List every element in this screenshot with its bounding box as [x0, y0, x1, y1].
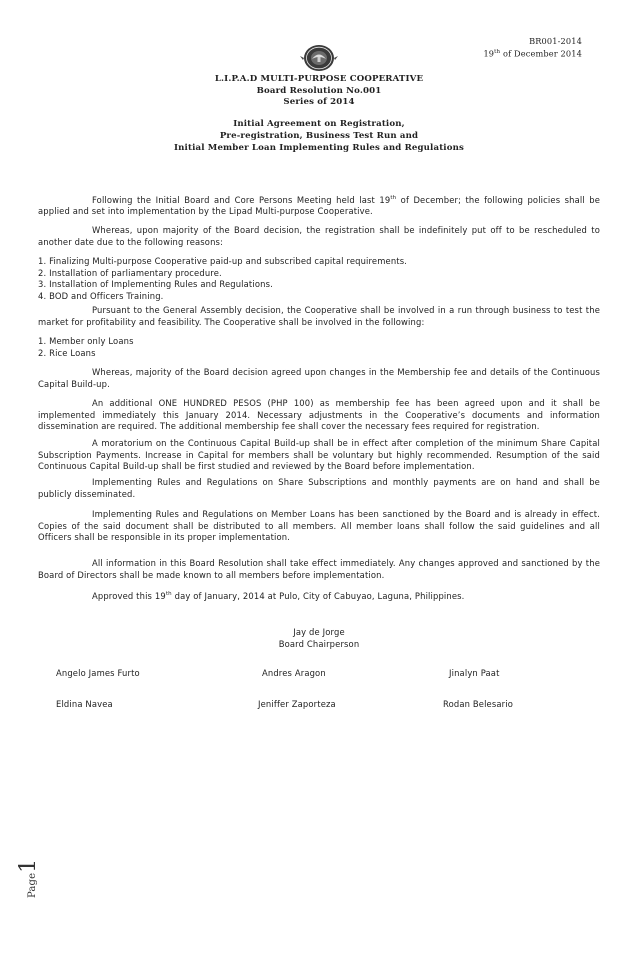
organization-name: L.I.P.A.D MULTI-PURPOSE COOPERATIVE — [214, 74, 424, 84]
paragraph-effectivity: All information in this Board Resolution shall take effect immediately. Any changes approved and sanctioned by the Board of Directors shall be made known to all members before implementation. — [38, 558, 600, 580]
subject-line-2: Pre-registration, Business Test Run and — [219, 131, 419, 141]
resolution-subject — [0, 118, 638, 154]
list-item: 3. Installation of Implementing Rules and Regulations. — [38, 279, 273, 290]
paragraph-introduction: Following the Initial Board and Core Persons Meeting held last 19th of December; the following policies shall be applied and set into implementation by the Lipad Multi-purpose Cooperative. — [38, 194, 600, 217]
list-item: 2. Rice Loans — [38, 347, 96, 358]
signatory-name: Angelo James Furto — [56, 668, 140, 678]
signatory-name: Jeniffer Zaporteza — [258, 699, 336, 709]
signatory-name: Jinalyn Paat — [449, 668, 500, 678]
cooperative-seal-icon — [298, 44, 340, 72]
document-reference — [483, 36, 582, 60]
page-number-label: Page1 — [16, 858, 41, 898]
resolution-number: Board Resolution No.001 — [256, 85, 382, 96]
paragraph-membership-fee: An additional ONE HUNDRED PESOS (PHP 100) as membership fee has been agreed upon and it shall be implemented immediately this January 2014. Necessary adjustments in the Cooperative’s documents and information dissemination are required. The additional membership fee shall cover the necessary fees required for registration. — [38, 398, 600, 432]
paragraph-approval: Approved this 19th day of January, 2014 at Pulo, City of Cabuyao, Laguna, Philippines. — [92, 590, 465, 601]
signatory-name: Andres Aragon — [262, 668, 326, 678]
paragraph-member-loans: Implementing Rules and Regulations on Member Loans has been sanctioned by the Board and is already in effect. Copies of the said document shall be distributed to all members. All member loans shall follow the said guidelines and all Officers shall be responsible in its proper implementation. — [38, 509, 600, 543]
business-list — [38, 336, 600, 359]
paragraph-membership-changes: Whereas, majority of the Board decision agreed upon changes in the Membership fee and details of the Continuous Capital Build-up. — [38, 367, 600, 389]
chairperson-signature — [219, 627, 419, 650]
resolution-series: Series of 2014 — [283, 97, 355, 107]
paragraph-share-subscriptions: Implementing Rules and Regulations on Share Subscriptions and monthly payments are on hand and shall be publicly disseminated. — [38, 477, 600, 499]
reasons-list — [38, 256, 600, 302]
list-item: 2. Installation of parliamentary procedure. — [38, 267, 222, 278]
chairperson-title: Board Chairperson — [278, 638, 360, 649]
reference-date: 19th of December 2014 — [483, 48, 582, 59]
paragraph-registration: Whereas, upon majority of the Board decision, the registration shall be indefinitely put off to be rescheduled to another date due to the following reasons: — [38, 225, 600, 247]
list-item: 4. BOD and Officers Training. — [38, 290, 164, 301]
reference-code: BR001-2014 — [529, 36, 582, 46]
list-item: 1. Finalizing Multi-purpose Cooperative paid-up and subscribed capital requirements. — [38, 256, 408, 266]
signatory-name: Eldina Navea — [56, 699, 113, 709]
paragraph-business-test-run: Pursuant to the General Assembly decision, the Cooperative shall be involved in a run through business to test the market for profitability and feasibility. The Cooperative shall be involved in the following: — [38, 305, 600, 327]
paragraph-moratorium: A moratorium on the Continuous Capital Build-up shall be in effect after completion of the minimum Share Capital Subscription Payments. Increase in Capital for members shall be voluntary but highly recommended. Resumption of the said Continuous Capital Build-up shall be first studied and reviewed by the Board before implementation. — [38, 438, 600, 472]
signatory-name: Rodan Belesario — [443, 699, 514, 709]
document-heading — [0, 74, 638, 109]
chairperson-name: Jay de Jorge — [293, 627, 345, 637]
subject-line-3: Initial Member Loan Implementing Rules and Regulations — [173, 143, 464, 153]
list-item: 1. Member only Loans — [38, 336, 134, 346]
subject-line-1: Initial Agreement on Registration, — [233, 119, 405, 129]
